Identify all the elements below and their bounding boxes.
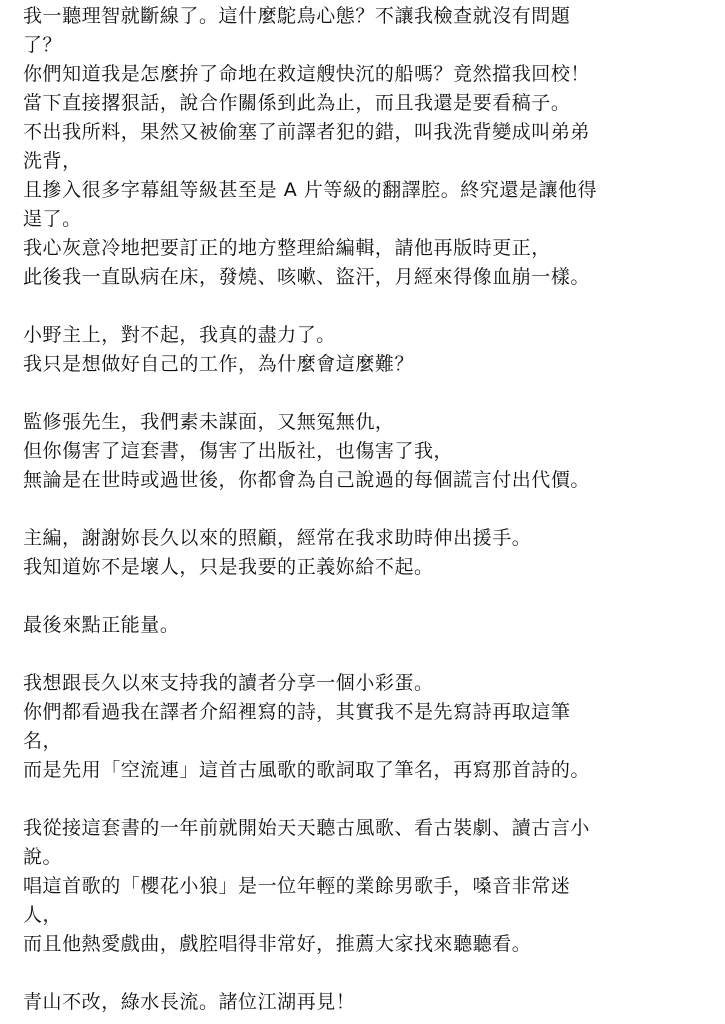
paragraph [23, 321, 707, 379]
text-line: 說。 [23, 846, 63, 868]
paragraph [23, 669, 707, 785]
paragraph [23, 611, 707, 640]
text-line: 我只是想做好自己的工作，為什麼會這麼難？ [23, 353, 415, 375]
text-line: 而是先用「空流連」這首古風歌的歌詞取了筆名，再寫那首詩的。 [23, 759, 590, 781]
paragraph [23, 988, 707, 1017]
text-line: 且摻入很多字幕組等級甚至是 A 片等級的翻譯腔。終究還是讓他得 [23, 179, 598, 201]
text-line: 你們都看過我在譯者介紹裡寫的詩，其實我不是先寫詩再取這筆 [23, 701, 571, 723]
paragraph [23, 814, 707, 959]
text-line: 逞了。 [23, 208, 82, 230]
text-line: 我一聽理智就斷線了。這什麼鴕鳥心態？不讓我檢查就沒有問題 [23, 5, 571, 27]
text-line: 此後我一直臥病在床，發燒、咳嗽、盜汗，月經來得像血崩一樣。 [23, 266, 590, 288]
text-line: 了？ [23, 34, 63, 56]
text-line: 我知道妳不是壞人，只是我要的正義妳給不起。 [23, 556, 434, 578]
text-line: 小野主上，對不起，我真的盡力了。 [23, 324, 336, 346]
text-line: 名， [23, 730, 63, 752]
text-line: 無論是在世時或過世後，你都會為自己說過的每個謊言付出代價。 [23, 469, 590, 491]
paragraph [23, 2, 707, 292]
text-line: 我從接這套書的一年前就開始天天聽古風歌、看古裝劇、讀古言小 [23, 817, 590, 839]
text-line: 唱這首歌的「櫻花小狼」是一位年輕的業餘男歌手，嗓音非常迷 [23, 875, 571, 897]
text-line: 青山不改，綠水長流。諸位江湖再見！ [23, 991, 356, 1013]
text-line: 但你傷害了這套書，傷害了出版社，也傷害了我， [23, 440, 454, 462]
text-line: 而且他熱愛戲曲，戲腔唱得非常好，推薦大家找來聽聽看。 [23, 933, 532, 955]
text-line: 我想跟長久以來支持我的讀者分享一個小彩蛋。 [23, 672, 434, 694]
text-line: 主編，謝謝妳長久以來的照顧，經常在我求助時伸出援手。 [23, 527, 532, 549]
text-line: 監修張先生，我們素未謀面，又無冤無仇， [23, 411, 395, 433]
text-line: 你們知道我是怎麼拚了命地在救這艘快沉的船嗎？竟然擋我回校！ [23, 63, 590, 85]
text-line: 最後來點正能量。 [23, 614, 180, 636]
text-line: 當下直接撂狠話，說合作關係到此為止，而且我還是要看稿子。 [23, 92, 571, 114]
text-line: 不出我所料，果然又被偷塞了前譯者犯的錯，叫我洗背變成叫弟弟 [23, 121, 590, 143]
text-line: 人， [23, 904, 63, 926]
paragraph [23, 524, 707, 582]
text-line: 我心灰意冷地把要訂正的地方整理給編輯，請他再版時更正， [23, 237, 551, 259]
paragraph [23, 408, 707, 495]
text-line: 洗背， [23, 150, 82, 172]
